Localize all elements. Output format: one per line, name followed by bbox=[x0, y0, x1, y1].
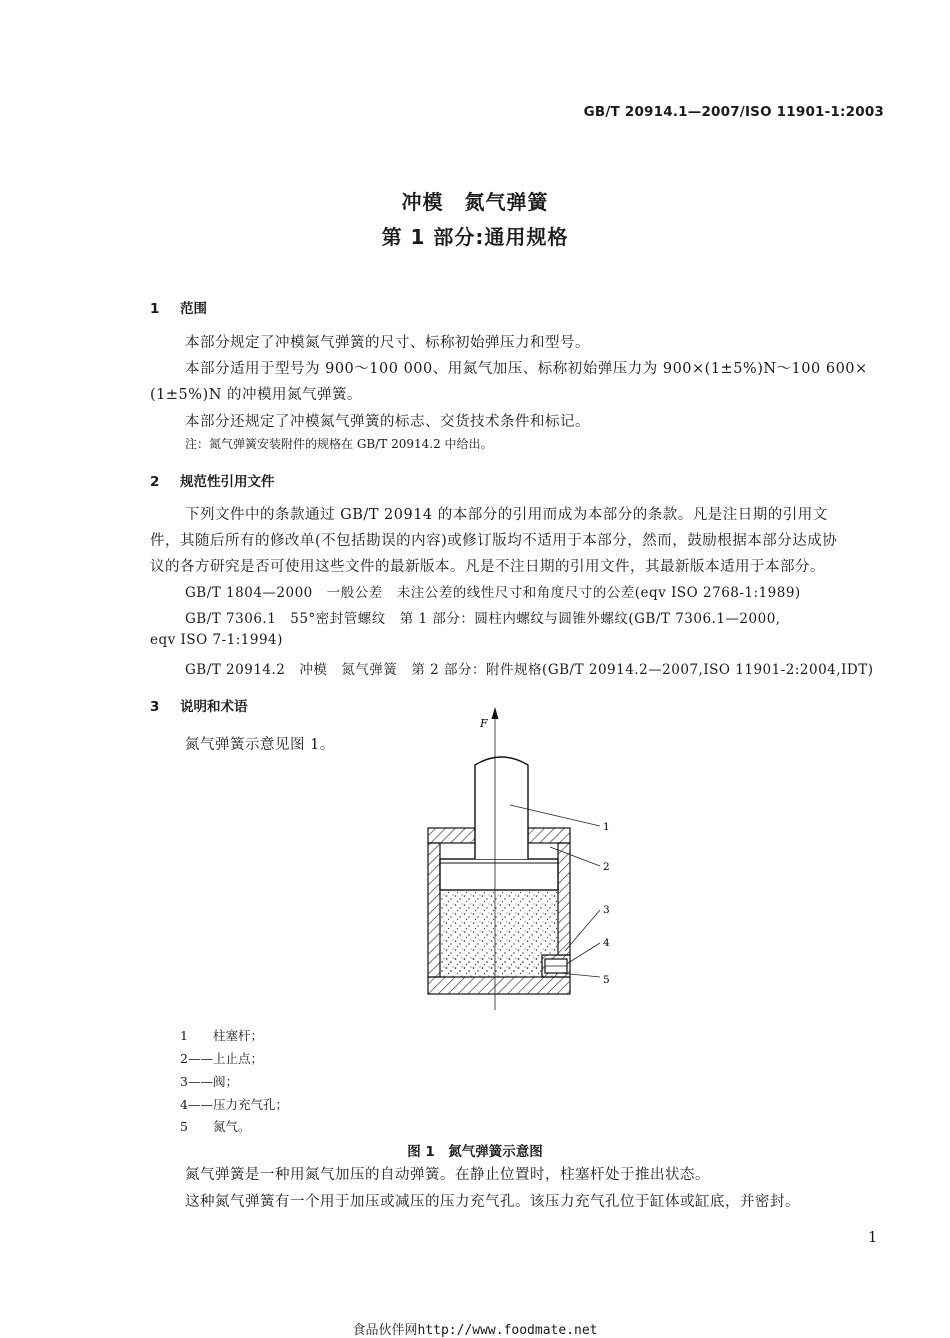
nitrogen-spring-diagram bbox=[400, 705, 630, 1025]
piston-head bbox=[440, 859, 558, 890]
reference-1: GB/T 1804—2000 一般公差 未注公差的线性尺寸和角度尺寸的公差(eqv ISO 2768-1:1989) bbox=[185, 585, 801, 601]
callout-4: 4 bbox=[603, 937, 610, 949]
reference-2-line-1: GB/T 7306.1 55°密封管螺纹 第 1 部分：圆柱内螺纹与圆锥外螺纹(GB/T 7306.1—2000, bbox=[185, 611, 781, 627]
callout-5: 5 bbox=[603, 974, 610, 986]
closing-paragraph-1: 氮气弹簧是一种用氮气加压的自动弹簧。在静止位置时，柱塞杆处于推出状态。 bbox=[185, 1167, 710, 1183]
reference-2-line-2: eqv ISO 7-1:1994) bbox=[150, 632, 283, 648]
section-1-paragraph-2-line-2: (1±5%)N 的冲模用氮气弹簧。 bbox=[150, 387, 362, 403]
section-2-paragraph-line-3: 议的各方研究是否可使用这些文件的最新版本。凡是不注日期的引用文件，其最新版本适用于本部分。 bbox=[150, 559, 825, 575]
force-arrow bbox=[492, 707, 499, 719]
section-1-number: 1 bbox=[150, 301, 160, 317]
standard-number: GB/T 20914.1—2007/ISO 11901-1:2003 bbox=[583, 104, 884, 120]
title-line-2: 第 1 部分:通用规格 bbox=[381, 225, 569, 249]
callout-2: 2 bbox=[603, 861, 610, 873]
section-1-paragraph-1: 本部分规定了冲模氮气弹簧的尺寸、标称初始弹压力和型号。 bbox=[185, 335, 590, 351]
section-3-heading bbox=[150, 695, 248, 715]
section-2-paragraph-line-1: 下列文件中的条款通过 GB/T 20914 的本部分的引用而成为本部分的条款。凡是注日期的引用文 bbox=[185, 507, 828, 523]
figure-key-3: 3——阀； bbox=[180, 1074, 238, 1089]
plunger-rod bbox=[475, 757, 528, 859]
section-1-paragraph-2-line-1: 本部分适用于型号为 900～100 000、用氮气加压、标称初始弹压力为 900×(1±5%)N～100 600× bbox=[185, 361, 868, 377]
section-2-title: 规范性引用文件 bbox=[180, 474, 275, 490]
nitrogen-gas-lower bbox=[440, 955, 542, 977]
section-3-intro: 氮气弹簧示意见图 1。 bbox=[185, 737, 335, 753]
figure-key-5: 5 氮气。 bbox=[180, 1119, 251, 1134]
figure-caption: 图 1 氮气弹簧示意图 bbox=[407, 1144, 543, 1160]
title-line-1: 冲模 氮气弹簧 bbox=[401, 190, 549, 214]
section-1-heading bbox=[150, 297, 207, 317]
section-3-number: 3 bbox=[150, 699, 160, 715]
reference-3: GB/T 20914.2 冲模 氮气弹簧 第 2 部分：附件规格(GB/T 20914.2—2007,ISO 11901-2:2004,IDT) bbox=[185, 662, 874, 678]
footer-watermark: 食品伙伴网http://www.foodmate.net bbox=[352, 1323, 598, 1338]
callout-3: 3 bbox=[603, 904, 610, 916]
closing-paragraph-2: 这种氮气弹簧有一个用于加压或减压的压力充气孔。该压力充气孔位于缸体或缸底，并密封。 bbox=[185, 1194, 800, 1210]
section-2-paragraph-line-2: 件，其随后所有的修改单(不包括勘误的内容)或修订版均不适用于本部分，然而，鼓励根据本部分达成协 bbox=[150, 533, 838, 549]
section-1-note: 注：氮气弹簧安装附件的规格在 GB/T 20914.2 中给出。 bbox=[185, 437, 493, 451]
section-1-paragraph-3: 本部分还规定了冲模氮气弹簧的标志、交货技术条件和标记。 bbox=[185, 414, 590, 430]
figure-key-2: 2——上止点； bbox=[180, 1051, 263, 1066]
callout-1: 1 bbox=[603, 821, 610, 833]
page-number: 1 bbox=[868, 1230, 878, 1246]
section-1-title: 范围 bbox=[180, 301, 207, 317]
section-2-heading bbox=[150, 470, 275, 490]
force-label: F bbox=[480, 717, 488, 730]
section-2-number: 2 bbox=[150, 474, 160, 490]
figure-key-1: 1 柱塞杆； bbox=[180, 1028, 263, 1043]
section-3-title: 说明和术语 bbox=[180, 699, 248, 715]
figure-key-4: 4——压力充气孔； bbox=[180, 1097, 288, 1112]
